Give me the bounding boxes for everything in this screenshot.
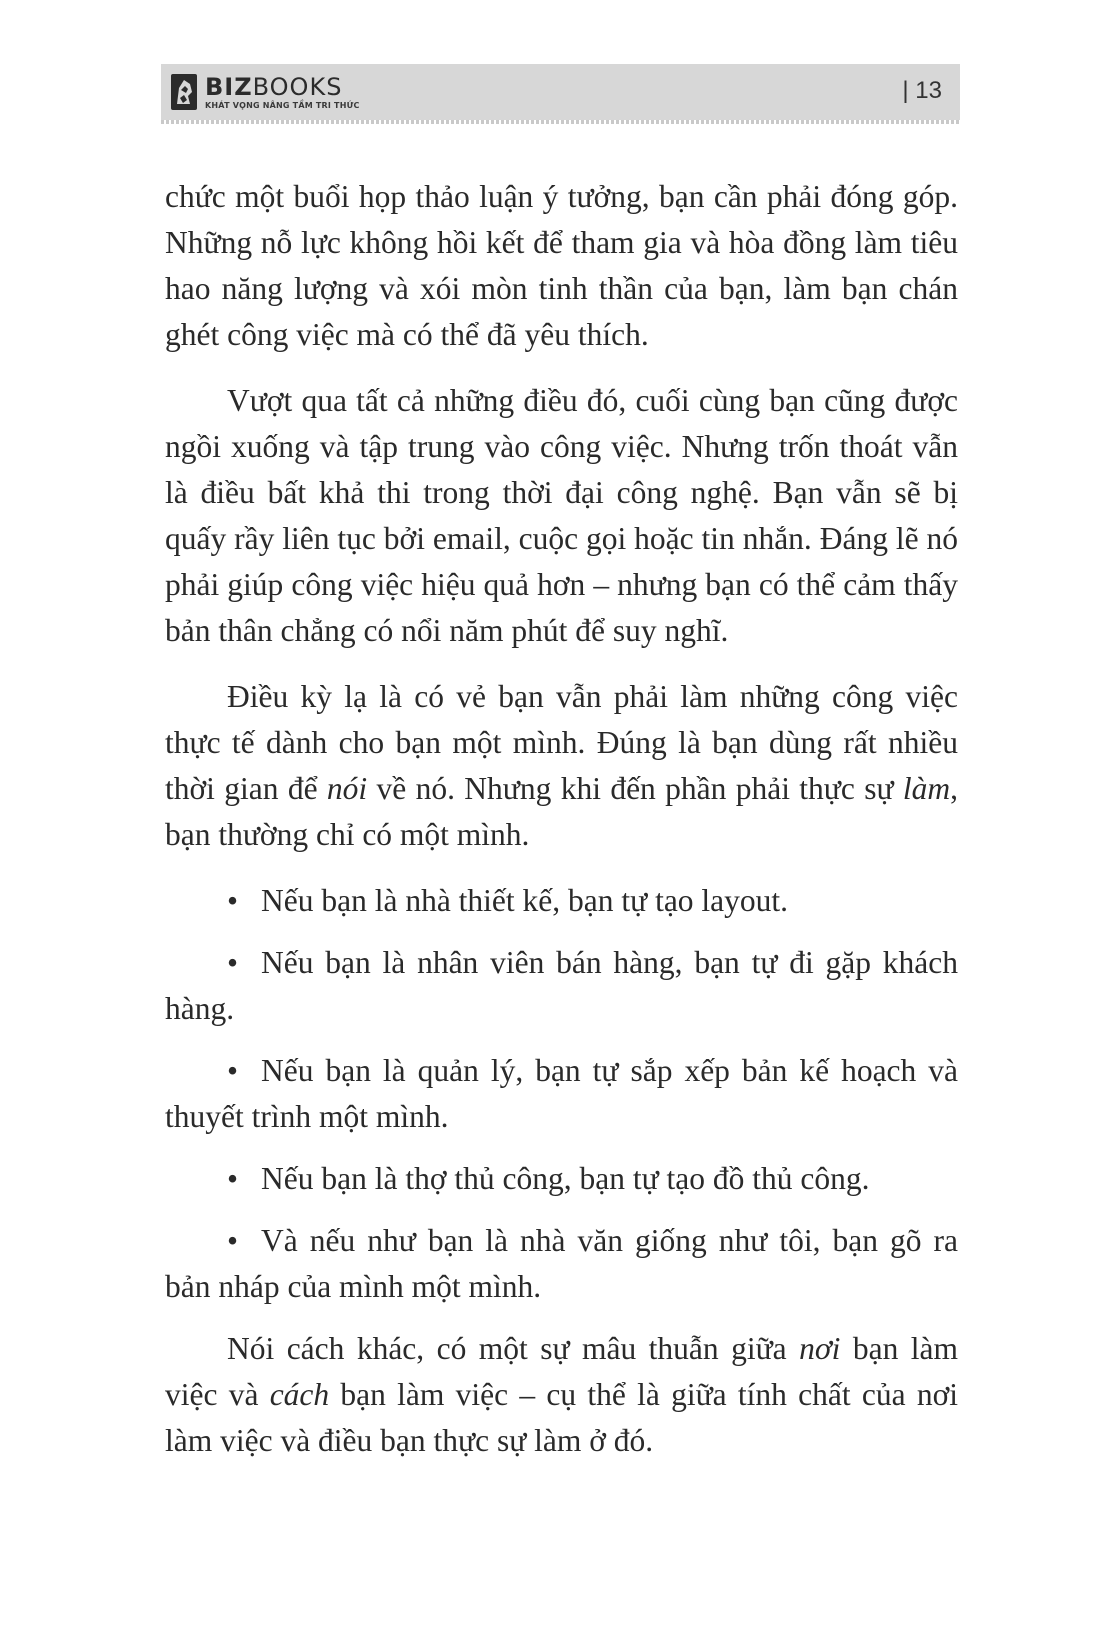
paragraph-1: chức một buổi họp thảo luận ý tưởng, bạn cần phải đóng góp. Những nỗ lực không hồi kết để tham gia và hòa đồng làm tiêu hao năng lượng và xói mòn tinh thần của bạn, làm bạn chán ghét công việc mà có thể đã yêu thích. (165, 179, 958, 352)
brand-tagline: KHÁT VỌNG NÂNG TẦM TRI THỨC (205, 100, 360, 110)
list-item-text: Và nếu như bạn là nhà văn giống như tôi, bạn gõ ra bản nháp của mình một mình. (165, 1223, 958, 1304)
bullet-mark: • (227, 1161, 239, 1196)
p3-text-c: về nó. Nhưng khi đến phần phải thực sự (367, 771, 903, 806)
p3-text-e: , bạn thường chỉ có một mình. (165, 771, 958, 852)
brand-bold: BIZ (205, 72, 253, 101)
brand-name (205, 72, 360, 101)
list-item-text: Nếu bạn là nhà thiết kế, bạn tự tạo layout. (261, 883, 789, 918)
bullet-mark: • (227, 883, 239, 918)
list-item (165, 1156, 958, 1202)
page-number: | 13 (902, 77, 942, 104)
bullet-mark: • (227, 945, 239, 980)
list-item-text: Nếu bạn là nhân viên bán hàng, bạn tự đi gặp khách hàng. (165, 945, 958, 1026)
p3-emphasis-lam: làm (902, 771, 951, 806)
paragraph-2: Vượt qua tất cả những điều đó, cuối cùng bạn cũng được ngồi xuống và tập trung vào công việc. Nhưng trốn thoát vẫn là điều bất khả thi trong thời đại công nghệ. Bạn vẫn sẽ bị quấy rầy liên tục bởi email, cuộc gọi hoặc tin nhắn. Đáng lẽ nó phải giúp công việc hiệu quả hơn – nhưng bạn có thể cảm thấy bản thân chẳng có nổi năm phút để suy nghĩ. (165, 383, 958, 648)
p4-text-e: bạn làm việc – cụ thể là giữa tính chất của nơi làm việc và điều bạn thực sự làm ở đó. (165, 1377, 958, 1458)
bullet-mark: • (227, 1223, 239, 1258)
list-item (165, 1218, 958, 1310)
list-item (165, 878, 958, 924)
p4-text-a: Nói cách khác, có một sự mâu thuẫn giữa (227, 1331, 800, 1366)
list-item (165, 940, 958, 1032)
p4-text-c: bạn làm việc và (165, 1331, 958, 1412)
running-header (161, 64, 960, 120)
p4-emphasis-cach: cách (269, 1377, 330, 1412)
bizbooks-lion-icon (171, 74, 197, 110)
paragraph-4 (165, 1326, 958, 1464)
list-item-text: Nếu bạn là thợ thủ công, bạn tự tạo đồ thủ công. (261, 1161, 870, 1196)
list-item (165, 1048, 958, 1140)
p3-emphasis-noi: nói (326, 771, 368, 806)
list-item-text: Nếu bạn là quản lý, bạn tự sắp xếp bản kế hoạch và thuyết trình một mình. (165, 1053, 958, 1134)
brand-light: BOOKS (252, 72, 343, 101)
body-text (165, 174, 958, 1484)
paragraph-3 (165, 674, 958, 858)
p3-text-a: Điều kỳ lạ là có vẻ bạn vẫn phải làm những công việc thực tế dành cho bạn một mình. Đúng là bạn dùng rất nhiều thời gian để (165, 679, 958, 806)
bullet-mark: • (227, 1053, 239, 1088)
p4-emphasis-noi: nơi (799, 1331, 841, 1366)
publisher-logo (171, 72, 360, 112)
